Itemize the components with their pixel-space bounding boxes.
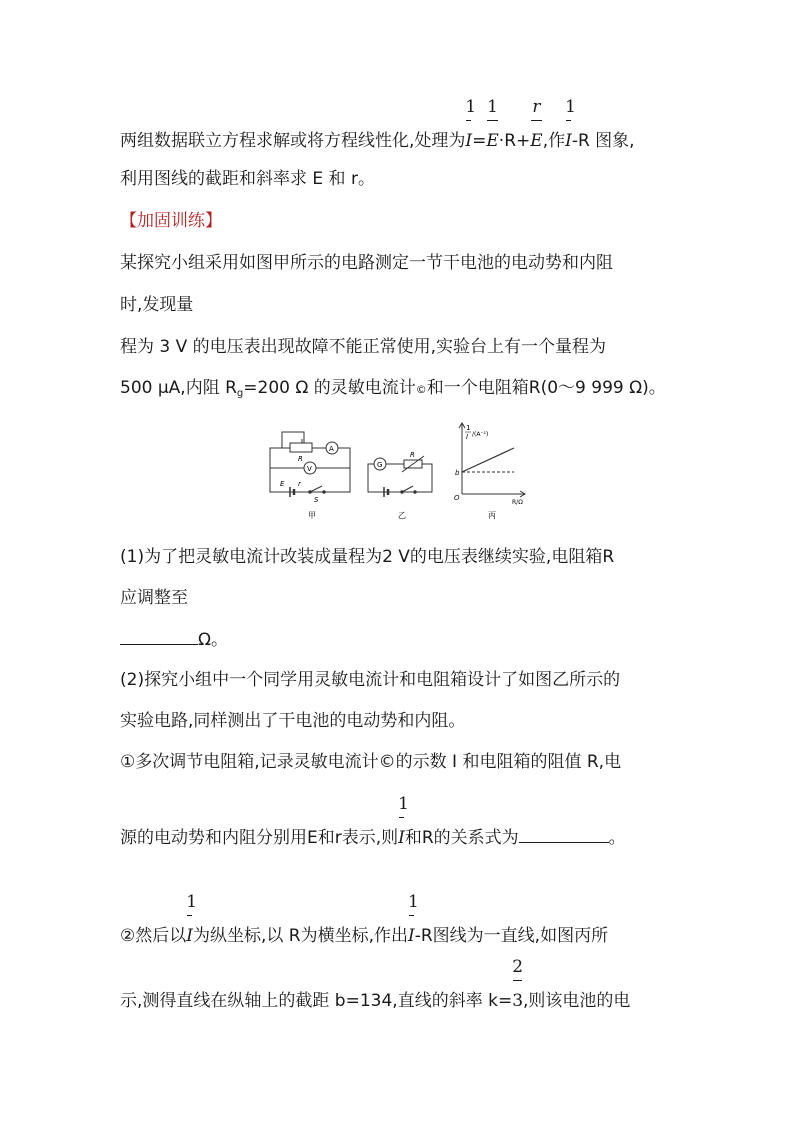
emf-label: E [280,480,285,488]
intercept-label: b [455,469,460,477]
galvanometer-symbol: © [415,383,427,396]
question-2-line-4: 源的电动势和内阻分别用E和r表示,则 $\frac{1}{I}$和R的关系式为 。 [120,794,626,848]
fraction-1-over-i: $\frac{1}{I}$ [186,892,198,946]
fraction-1-over-i: $\frac{1}{I}$ [465,97,477,151]
fraction-1-over-e: $\frac{1}{E}$ [486,97,499,151]
problem-line-1: 某探究小组采用如图甲所示的电路测定一节干电池的电动势和内阻 [120,253,613,273]
section-heading: 【加固训练】 [120,211,222,231]
y-axis-den: I [466,433,469,441]
caption-jia: 甲 [308,511,316,520]
ammeter-label: A [329,445,334,453]
graph-bing [459,423,525,497]
circuit-figures [262,420,534,522]
answer-blank-1[interactable] [120,628,198,645]
question-1-line-2: 应调整至 [120,588,188,608]
fraction-1-over-i: $\frac{1}{I}$ [565,97,576,151]
fraction-2-over-3: $\frac{2}{3}$ [512,957,524,1011]
fraction-1-over-i: $\frac{1}{I}$ [408,892,419,946]
rheostat-label: R [298,455,303,463]
resistor-box-label: R [410,451,415,459]
question-2-line-3: ①多次调节电阻箱,记录灵敏电流计©的示数 I 和电阻箱的阻值 R,电 [120,752,622,772]
problem-line-3: 程为 3 V 的电压表出现故障不能正常使用,实验台上有一个量程为 [120,337,607,357]
para-intercept-slope: 利用图线的截距和斜率求 E 和 r。 [120,169,375,189]
question-1-line-3: Ω。 [120,628,228,651]
caption-yi: 乙 [398,511,406,520]
y-axis-num: 1 [466,424,471,432]
question-2-line-5: ②然后以 $\frac{1}{I}$为纵坐标,以 R为横坐标,作出 $\frac{1}{I}-R$图线为一直线,如图丙所 [120,892,609,946]
origin-label: O [454,494,460,502]
caption-bing: 丙 [488,511,496,520]
y-axis-unit: /(A⁻¹) [472,431,489,438]
para-linearization: 两组数据联立方程求解或将方程线性化,处理为 $\frac{1}{I}=$ $\frac{1}{E}\cdot R+$ $\frac{r}{E}$,作 $\frac{1}{I}-R$ 图象, [120,97,635,151]
galvanometer-label: G [377,461,383,469]
problem-line-2: 时,发现量 [120,295,194,315]
text-pre: 两组数据联立方程求解或将方程线性化,处理为 [120,131,466,151]
internal-r-label: r [298,480,301,488]
problem-line-4: 500 μA,内阻 $R_g=200$ Ω 的灵敏电流计©和一个电阻箱R(0～9 999 Ω)。 [120,378,666,399]
fraction-r-over-e: $\frac{r}{E}$ [530,97,543,151]
voltmeter-label: V [307,465,312,473]
answer-blank-2[interactable] [519,826,609,843]
question-2-line-6: 示,测得直线在纵轴上的截距 b=134,直线的斜率 k= $\frac{2}{3}$,则该电池的电 [120,957,631,1011]
x-axis-label: R/Ω [512,499,523,506]
question-2-line-1: (2)探究小组中一个同学用灵敏电流计和电阻箱设计了如图乙所示的 [120,670,621,690]
question-2-line-2: 实验电路,同样测出了干电池的电动势和内阻。 [120,711,466,731]
figure-svg [262,420,534,522]
question-1-line-1: (1)为了把灵敏电流计改装成量程为2 V的电压表继续实验,电阻箱R [120,547,615,567]
switch-label: S [314,496,319,504]
fraction-1-over-i: $\frac{1}{I}$ [398,794,409,848]
